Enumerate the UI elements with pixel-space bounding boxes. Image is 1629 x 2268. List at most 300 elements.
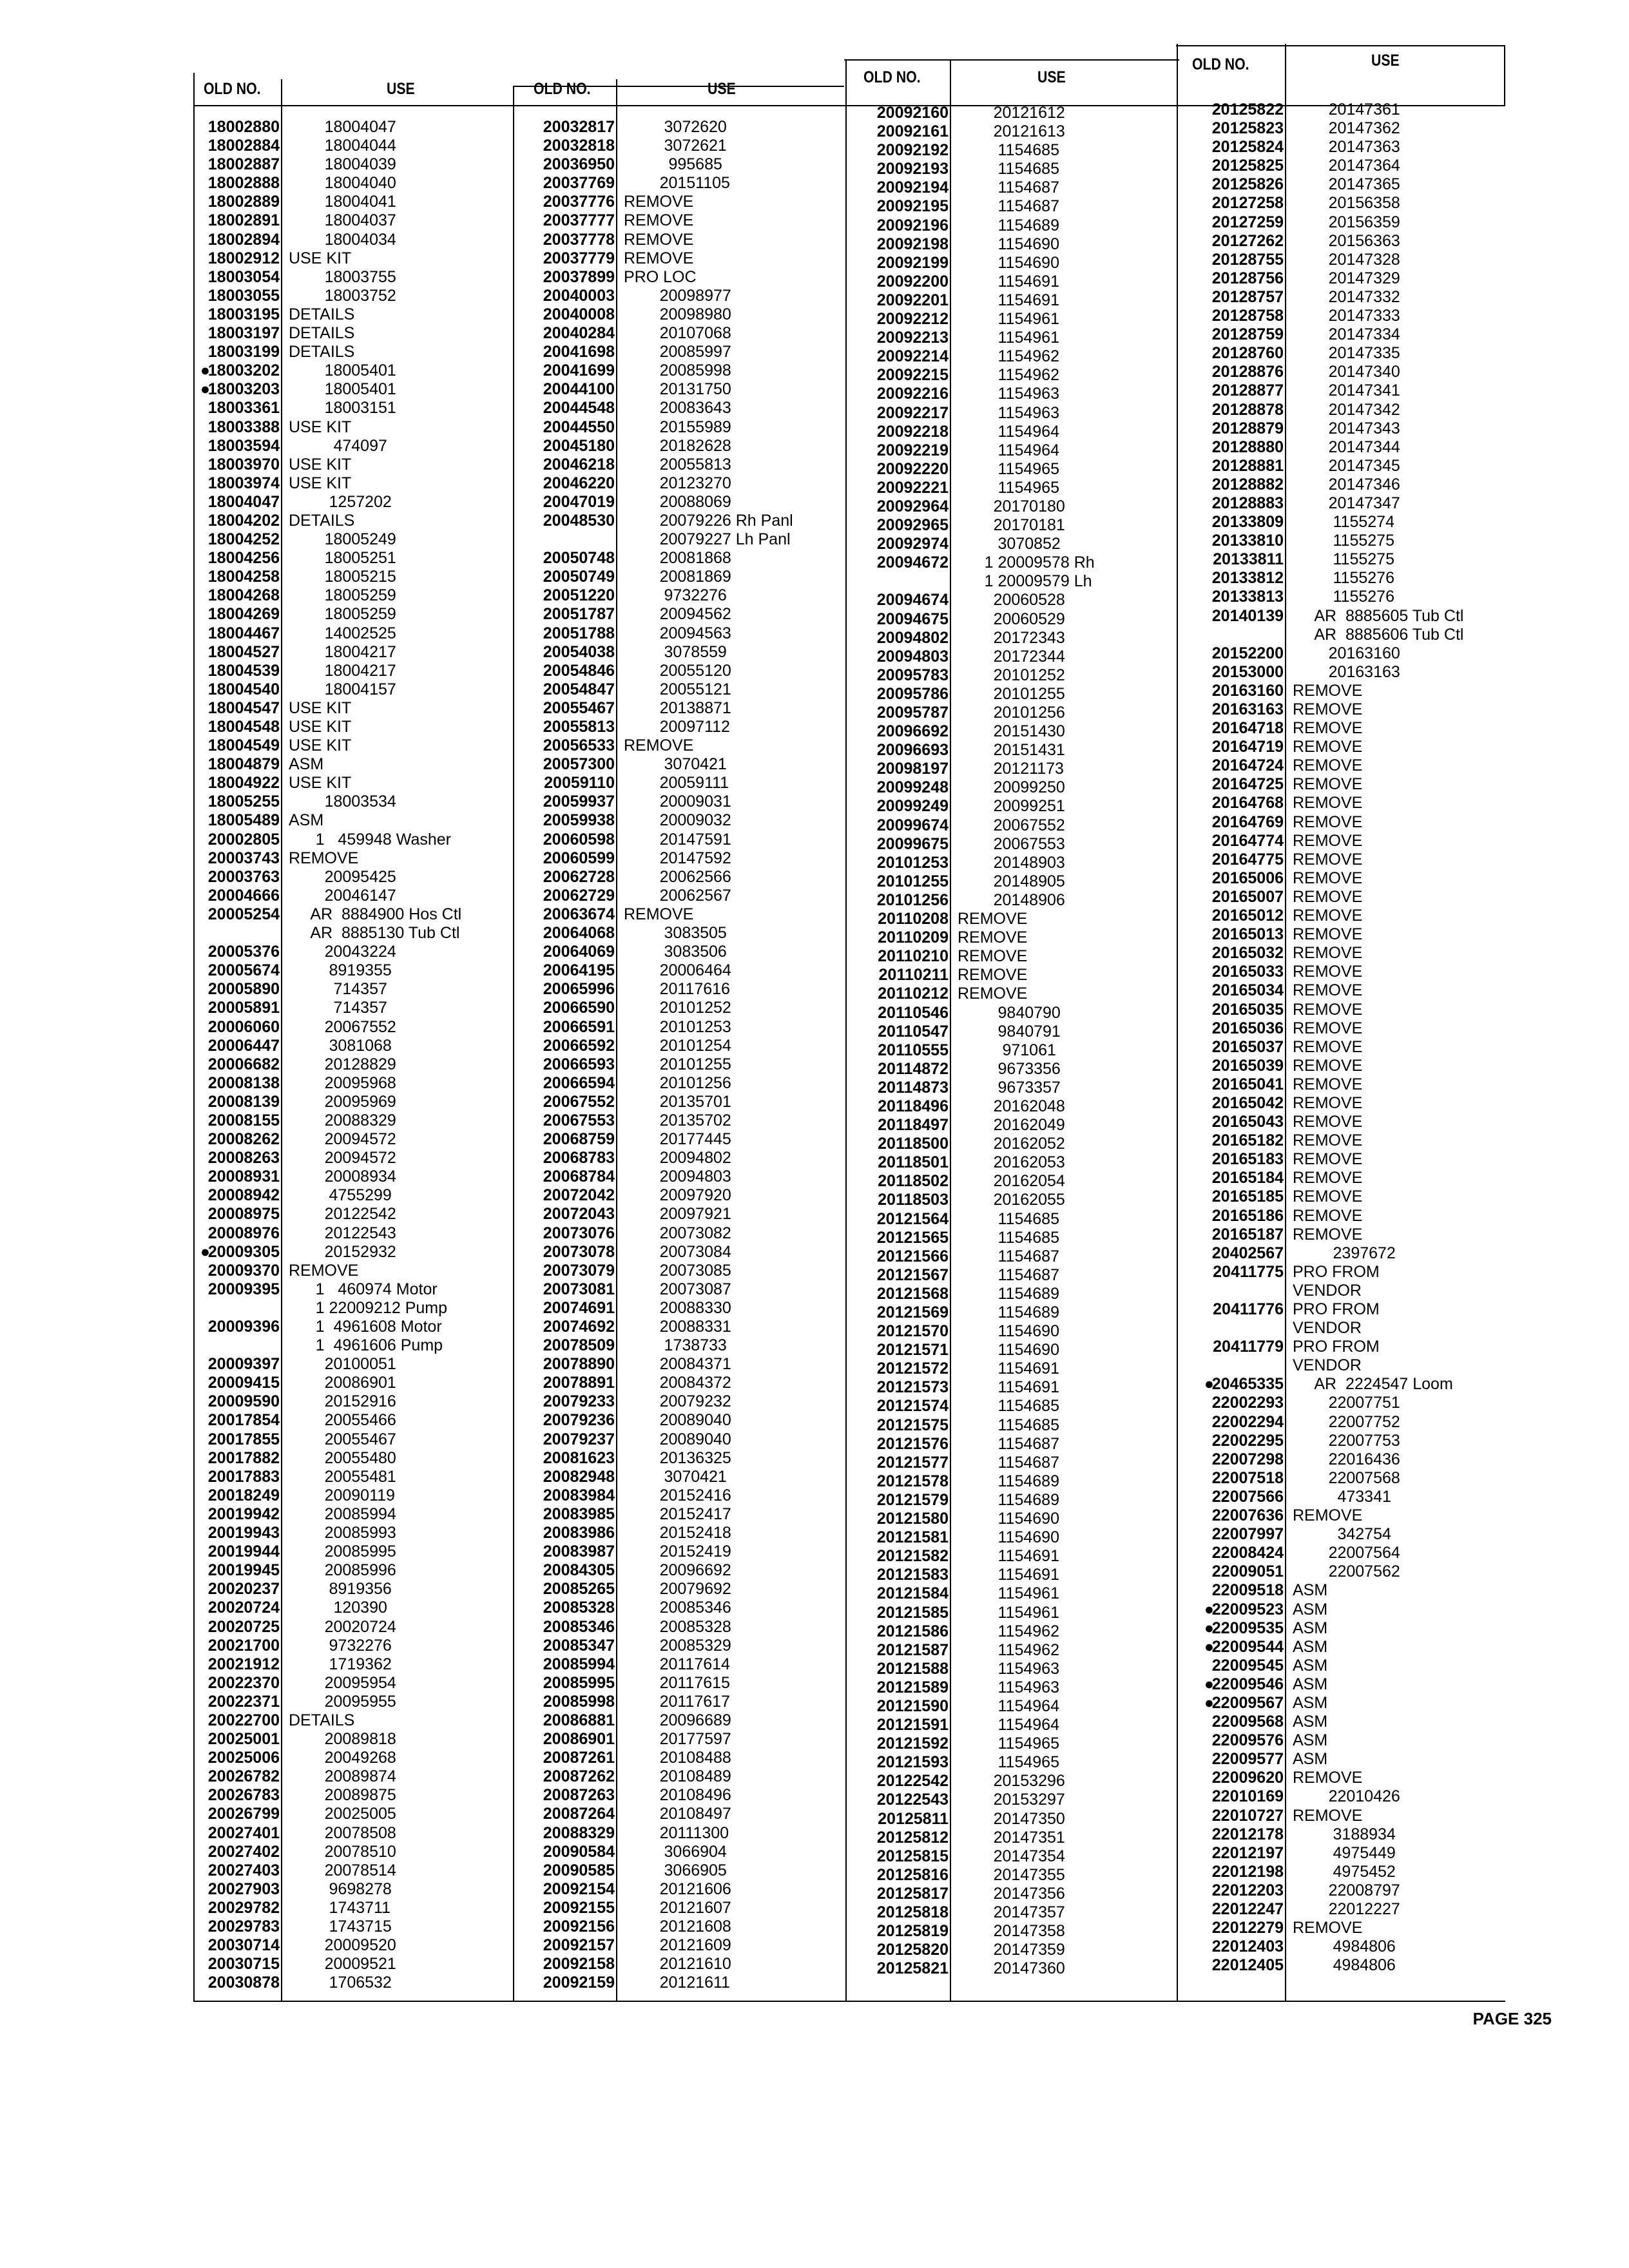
old-number: 22007298 [1211, 1450, 1284, 1468]
table-row [845, 460, 1181, 479]
old-number: 20121584 [876, 1584, 949, 1603]
table-row [193, 1767, 516, 1786]
old-number: 20009396 [207, 1318, 280, 1336]
old-number: 20037776 [543, 193, 615, 211]
old-number: 20051220 [543, 586, 615, 605]
old-number: 20067552 [543, 1092, 615, 1111]
use-value: REMOVE [1293, 775, 1363, 794]
old-number: 20121570 [876, 1322, 949, 1341]
old-number: 20002805 [207, 830, 280, 849]
use-value: 20083643 [624, 399, 731, 418]
table-row [193, 155, 516, 174]
old-number: 20133812 [1211, 569, 1284, 588]
table-row [845, 1285, 1181, 1303]
old-number: 20054038 [543, 642, 615, 661]
use-value: 1154690 [958, 235, 1059, 253]
table-row [845, 1341, 1181, 1360]
use-value: 22007751 [1293, 1394, 1400, 1412]
old-number: 20128760 [1211, 344, 1284, 363]
header-top-line-b [1176, 45, 1505, 46]
table-row [845, 891, 1181, 910]
table-row [845, 178, 1181, 197]
use-value: 3083505 [624, 924, 727, 943]
old-number: 20092212 [876, 310, 949, 329]
old-number: 20125815 [876, 1847, 949, 1865]
old-number: 20121590 [876, 1696, 949, 1715]
old-number: 20005376 [207, 943, 280, 961]
use-value: REMOVE [1293, 738, 1363, 756]
use-value: 20121608 [624, 1917, 731, 1936]
use-value: 20062567 [624, 886, 731, 905]
use-value: 1154689 [958, 1490, 1059, 1509]
table-row [845, 1547, 1181, 1566]
table-row [193, 680, 516, 699]
bullet-marker-icon: ● [200, 361, 210, 380]
old-number: 22012403 [1211, 1937, 1284, 1956]
use-value: 20147359 [958, 1941, 1065, 1959]
use-value: REMOVE [1293, 700, 1363, 718]
use-value: 3083506 [624, 943, 727, 961]
old-number: 20121588 [876, 1659, 949, 1678]
old-number: 20165042 [1211, 1093, 1284, 1112]
old-number: 20029783 [207, 1917, 280, 1936]
table-row [514, 530, 849, 549]
table-row [845, 1829, 1181, 1847]
old-number: 20110210 [878, 947, 949, 966]
use-value: 20148905 [958, 872, 1065, 890]
table-row [193, 1430, 516, 1449]
use-value: 1155275 [1293, 550, 1394, 569]
old-number: 20411779 [1213, 1338, 1284, 1356]
old-number: 22002295 [1211, 1431, 1284, 1450]
use-value: 1 22009212 Pump [289, 1298, 448, 1317]
table-row [1178, 1657, 1505, 1675]
old-number: 20019945 [207, 1561, 280, 1580]
old-number: 20030715 [207, 1955, 280, 1974]
table-row [845, 310, 1181, 329]
table-row [845, 1041, 1181, 1060]
use-value: 20162055 [958, 1191, 1065, 1209]
table-row [514, 287, 849, 305]
table-row [193, 831, 516, 849]
use-value: 995685 [624, 155, 722, 174]
old-number: 20003763 [207, 867, 280, 886]
table-row [845, 1229, 1181, 1247]
use-value: REMOVE [1293, 1506, 1363, 1525]
old-number: 20121572 [876, 1360, 949, 1378]
table-row [1178, 1525, 1505, 1544]
old-number: 20037769 [543, 174, 615, 193]
table-row [1178, 1244, 1505, 1263]
old-number: 20127259 [1211, 213, 1284, 231]
use-value: 20009032 [624, 811, 731, 830]
old-number: 20121579 [876, 1490, 949, 1509]
table-row [193, 1805, 516, 1823]
old-number: 22012203 [1211, 1881, 1284, 1899]
use-value: 20135702 [624, 1111, 731, 1129]
use-value: 9732276 [624, 586, 727, 605]
use-value: 1743711 [289, 1898, 390, 1917]
table-row [514, 1149, 849, 1168]
old-number: 20092195 [876, 197, 949, 216]
table-row [1178, 194, 1505, 213]
use-value: 20084371 [624, 1355, 731, 1374]
table-row [845, 254, 1181, 273]
old-number: 20066590 [543, 999, 615, 1017]
table-row [193, 1018, 516, 1037]
use-value: 20089040 [624, 1430, 731, 1448]
use-value: REMOVE [1293, 1075, 1363, 1093]
use-value: 20085328 [624, 1617, 731, 1636]
old-number: 20092156 [543, 1917, 615, 1936]
old-number: 20086881 [543, 1711, 615, 1729]
old-number: 20051787 [543, 605, 615, 624]
old-number: 20040003 [543, 286, 615, 305]
table-row [514, 268, 849, 287]
old-number: 20030878 [207, 1974, 280, 1992]
table-row [193, 811, 516, 830]
old-number: 20078891 [543, 1374, 615, 1392]
table-row [193, 1524, 516, 1542]
old-number: 18003388 [207, 418, 280, 436]
table-row [193, 380, 516, 399]
old-number: 18003054 [207, 267, 280, 286]
use-value: ASM [1293, 1656, 1328, 1675]
table-row [845, 1566, 1181, 1584]
old-number: 20029782 [207, 1898, 280, 1917]
old-number: 20164769 [1211, 812, 1284, 831]
old-number: 18003203 [207, 380, 280, 399]
use-value: 20088330 [624, 1298, 731, 1317]
table-row [193, 1749, 516, 1767]
use-value: ASM [289, 755, 324, 774]
use-value: ASM [1293, 1581, 1328, 1600]
table-row [1178, 513, 1505, 532]
use-value: 20117617 [624, 1692, 730, 1711]
old-number: 18004047 [207, 492, 280, 511]
use-value: 20121173 [958, 760, 1064, 778]
use-header: USE [708, 80, 736, 98]
use-value: REMOVE [958, 928, 1028, 947]
old-number: 20128757 [1211, 287, 1284, 306]
old-number: 20073078 [543, 1242, 615, 1261]
table-row [1178, 1825, 1505, 1844]
use-value: 20089874 [289, 1767, 396, 1786]
old-number: 20082948 [543, 1467, 615, 1486]
old-number: 20092974 [876, 535, 949, 553]
old-number: 18004539 [207, 661, 280, 680]
old-number: 20068783 [543, 1149, 615, 1168]
old-number: 18004252 [207, 530, 280, 549]
use-value: 20147333 [1293, 307, 1400, 325]
table-row [845, 1378, 1181, 1397]
table-row [193, 793, 516, 811]
old-number: 20083984 [543, 1486, 615, 1504]
use-value: VENDOR [1293, 1319, 1362, 1338]
old-number: 20019943 [207, 1524, 280, 1542]
old-number: 20092215 [876, 366, 949, 385]
table-row [514, 399, 849, 418]
use-value: 1154962 [958, 1622, 1059, 1640]
table-row [1178, 944, 1505, 963]
old-number: 20037779 [543, 249, 615, 267]
table-row [1178, 1300, 1505, 1319]
table-row [514, 755, 849, 774]
table-row [845, 1941, 1181, 1959]
use-value: PRO FROM [1293, 1262, 1380, 1281]
use-value: DETAILS [289, 305, 355, 323]
use-value: REMOVE [1293, 831, 1363, 850]
old-number: 20121577 [876, 1453, 949, 1472]
table-row [514, 1936, 849, 1955]
old-number: 20121571 [876, 1341, 949, 1360]
table-row [514, 736, 849, 755]
old-number: 20020725 [207, 1617, 280, 1636]
old-number: 20074691 [543, 1298, 615, 1317]
use-value: 20088329 [289, 1111, 396, 1129]
table-row [193, 999, 516, 1017]
use-value: 20177597 [624, 1730, 731, 1749]
use-value: 20162052 [958, 1135, 1065, 1153]
table-row [845, 1510, 1181, 1528]
old-number: 20084305 [543, 1561, 615, 1580]
use-value: 1155274 [1293, 513, 1394, 532]
old-number: 20128876 [1211, 363, 1284, 381]
use-value: 1 460974 Motor [289, 1280, 438, 1298]
old-number: 20121582 [876, 1547, 949, 1566]
table-row [514, 549, 849, 568]
use-value: 18003151 [289, 399, 396, 418]
use-value: 1154685 [958, 1228, 1059, 1247]
use-value: 3070852 [958, 535, 1061, 553]
table-row [193, 1392, 516, 1411]
use-value: 20081868 [624, 549, 731, 568]
use-value: 1154689 [958, 1284, 1059, 1303]
table-row [514, 1449, 849, 1468]
use-value: 20090119 [289, 1486, 395, 1504]
old-number: 20022370 [207, 1673, 280, 1692]
use-value: 20073085 [624, 1261, 731, 1280]
table-row [514, 193, 849, 211]
old-number: 20006060 [207, 1017, 280, 1036]
use-value: 1154964 [958, 1716, 1059, 1735]
old-number: 20125822 [1211, 101, 1284, 119]
table-row [1178, 1375, 1505, 1394]
use-value: 20097920 [624, 1186, 731, 1205]
table-row [1178, 682, 1505, 700]
bullet-marker-icon: ● [1204, 1693, 1214, 1712]
table-row [1178, 1750, 1505, 1769]
old-number: 20021912 [207, 1655, 280, 1673]
table-row [1178, 269, 1505, 288]
table-row [193, 1917, 516, 1936]
table-row [1178, 1769, 1505, 1787]
old-number: 20020237 [207, 1580, 280, 1599]
use-value: 1154965 [958, 1735, 1059, 1753]
use-value: 18005401 [289, 361, 396, 380]
old-number: 20087263 [543, 1786, 615, 1805]
table-row [193, 1037, 516, 1055]
table-row [1178, 1263, 1505, 1282]
old-number: 20121574 [876, 1397, 949, 1416]
use-value: 20121613 [958, 122, 1065, 141]
old-number: 20057300 [543, 755, 615, 774]
old-number: 20092217 [876, 403, 949, 422]
use-value: REMOVE [1293, 1131, 1363, 1150]
old-number: 20074692 [543, 1318, 615, 1336]
table-row [845, 1023, 1181, 1041]
table-row [193, 493, 516, 512]
old-number: 20125812 [876, 1828, 949, 1847]
old-number: 20125811 [878, 1809, 949, 1828]
table-row [845, 1641, 1181, 1660]
old-number: 22009051 [1211, 1562, 1284, 1581]
use-value: 20095955 [289, 1692, 396, 1711]
old-number: 22009546 [1211, 1675, 1284, 1693]
use-value: REMOVE [1293, 1019, 1363, 1037]
old-number: 22012198 [1211, 1862, 1284, 1881]
bullet-marker-icon: ● [200, 380, 210, 399]
table-row [193, 1111, 516, 1130]
use-value: 20079232 [624, 1392, 731, 1411]
old-number: 20006682 [207, 1055, 280, 1073]
old-number: 20064069 [543, 943, 615, 961]
old-number: 22002294 [1211, 1412, 1284, 1431]
use-value: 3066905 [624, 1861, 727, 1879]
old-number: 20092964 [876, 497, 949, 515]
use-value: REMOVE [1293, 1113, 1363, 1131]
table-row [1178, 1075, 1505, 1094]
table-row [845, 141, 1181, 160]
use-value: 20147332 [1293, 287, 1400, 306]
use-value: 22010426 [1293, 1787, 1400, 1806]
table-row [193, 924, 516, 943]
table-row [1178, 1506, 1505, 1525]
use-value: 20009520 [289, 1936, 396, 1955]
use-value: 18004047 [289, 118, 396, 136]
use-value: 3188934 [1293, 1825, 1396, 1843]
use-value: 22007753 [1293, 1431, 1400, 1450]
table-row [193, 1936, 516, 1955]
table-row [193, 1374, 516, 1392]
use-value: REMOVE [1293, 981, 1363, 1000]
table-row [845, 423, 1181, 441]
table-row [514, 456, 849, 474]
table-row [193, 1618, 516, 1637]
table-row [514, 380, 849, 399]
table-row [193, 456, 516, 474]
old-number: 20094803 [876, 647, 949, 666]
use-value: 22008797 [1293, 1881, 1400, 1899]
old-number: 20003743 [207, 849, 280, 867]
old-number: 20121586 [876, 1622, 949, 1640]
table-row [1178, 251, 1505, 269]
use-value: 20147354 [958, 1847, 1065, 1865]
table-row [514, 961, 849, 980]
old-number: 20009370 [207, 1261, 280, 1280]
use-value: DETAILS [289, 1711, 355, 1729]
use-value: 1154687 [958, 178, 1059, 197]
table-row [193, 1205, 516, 1224]
use-value: 20100051 [289, 1355, 396, 1374]
use-value: 20147342 [1293, 400, 1400, 419]
old-number: 20125823 [1211, 119, 1284, 138]
use-value: 18005249 [289, 530, 396, 549]
table-row [1178, 1919, 1505, 1937]
use-value: 18004040 [289, 174, 396, 193]
use-value: 1 4961608 Motor [289, 1318, 442, 1336]
use-value: 22007562 [1293, 1562, 1400, 1581]
use-value: 20085996 [289, 1561, 396, 1580]
table-row [1178, 457, 1505, 476]
old-number: 22009576 [1211, 1731, 1284, 1750]
table-row [193, 887, 516, 905]
use-value: USE KIT [289, 249, 352, 267]
use-value: REMOVE [958, 966, 1028, 985]
table-row [1178, 1019, 1505, 1038]
table-row [514, 1618, 849, 1637]
use-value: VENDOR [1293, 1356, 1362, 1375]
old-number: 22007636 [1211, 1506, 1284, 1525]
rows [1178, 101, 1505, 1975]
old-number: 20092160 [876, 104, 949, 122]
old-number: 20125816 [876, 1865, 949, 1884]
table-row [845, 160, 1181, 178]
table-row [1178, 175, 1505, 194]
use-value: AR 8885130 Tub Ctl [289, 924, 460, 943]
old-number: 20092219 [876, 441, 949, 459]
use-value: ASM [1293, 1619, 1328, 1637]
use-value: 20073087 [624, 1280, 731, 1298]
use-value: 20177445 [624, 1130, 731, 1149]
use-value: REMOVE [1293, 756, 1363, 775]
use-value: REMOVE [1293, 925, 1363, 944]
table-row [1178, 738, 1505, 756]
table-row [193, 1318, 516, 1336]
old-number: 20121585 [876, 1603, 949, 1622]
table-row [1178, 832, 1505, 850]
use-value: 18003534 [289, 793, 396, 811]
table-row [193, 1542, 516, 1561]
table-row [193, 1955, 516, 1974]
old-number: 20020724 [207, 1599, 280, 1617]
old-number: 20059110 [544, 774, 615, 793]
table-row [193, 211, 516, 230]
old-number: 20165184 [1211, 1169, 1284, 1187]
table-row [845, 291, 1181, 310]
table-row [1178, 700, 1505, 719]
table-row [845, 535, 1181, 553]
old-number: 22009544 [1211, 1637, 1284, 1656]
table-row [514, 118, 849, 137]
use-value: 20117615 [624, 1673, 730, 1692]
table-row [514, 887, 849, 905]
use-value: 8919355 [289, 961, 392, 980]
old-number: 20133810 [1211, 532, 1284, 550]
use-value: 20088331 [624, 1318, 731, 1336]
old-number: 20164719 [1211, 738, 1284, 756]
table-row [193, 774, 516, 793]
bullet-marker-icon: ● [200, 1242, 210, 1261]
table-row [514, 905, 849, 924]
use-value: 20147356 [958, 1884, 1065, 1903]
table-row [193, 755, 516, 774]
table-row [1178, 1694, 1505, 1713]
table-row [845, 347, 1181, 366]
use-value: 1154962 [958, 347, 1059, 366]
table-row [845, 835, 1181, 854]
use-value: 20147591 [624, 830, 731, 849]
